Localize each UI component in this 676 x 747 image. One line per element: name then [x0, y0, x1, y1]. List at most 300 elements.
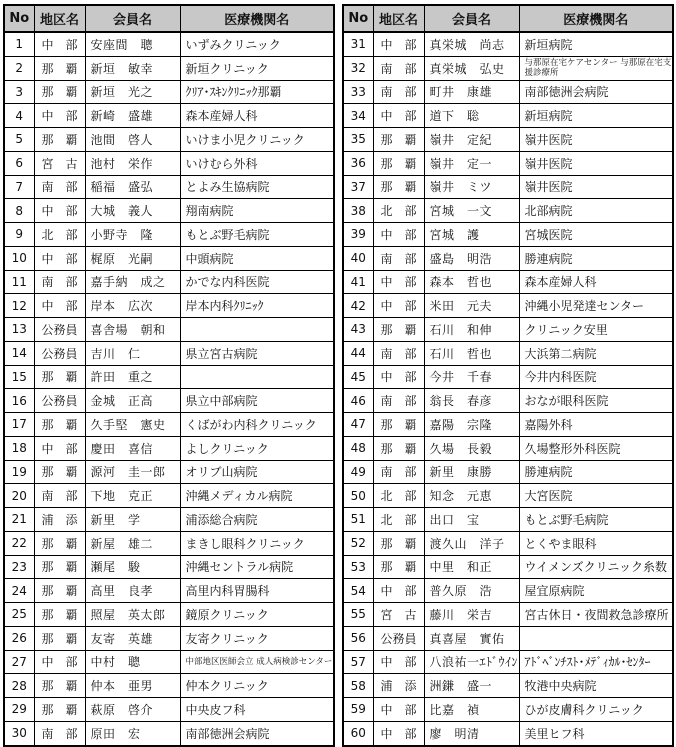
table-row — [343, 436, 673, 460]
district-cell: 那 覇 — [373, 318, 424, 342]
row-number: 36 — [343, 151, 373, 175]
institution-cell: いずみクリニック — [180, 32, 334, 56]
institution-cell: 森本産婦人科 — [519, 270, 673, 294]
institution-cell: 嶺井医院 — [519, 175, 673, 199]
table-row — [4, 128, 334, 152]
table-row — [4, 365, 334, 389]
row-number: 12 — [4, 294, 34, 318]
member-name-cell: 石川 哲也 — [424, 341, 519, 365]
row-number: 42 — [343, 294, 373, 318]
row-number: 54 — [343, 579, 373, 603]
header-no: No — [4, 5, 34, 32]
institution-cell: おなが眼科医院 — [519, 389, 673, 413]
table-row — [343, 80, 673, 104]
institution-cell: 沖縄小児発達センター — [519, 294, 673, 318]
member-table-left — [3, 4, 335, 747]
institution-cell: 新垣病院 — [519, 104, 673, 128]
institution-cell: 森本産婦人科 — [180, 104, 334, 128]
row-number: 30 — [4, 721, 34, 745]
member-name-cell: 嶺井 定紀 — [424, 128, 519, 152]
member-name-cell: 八浪祐一ｴﾄﾞｳｲﾝ — [424, 650, 519, 674]
row-number: 18 — [4, 436, 34, 460]
district-cell: 中 部 — [34, 104, 85, 128]
district-cell: 中 部 — [373, 294, 424, 318]
institution-cell: 新垣病院 — [519, 32, 673, 56]
member-name-cell: 普久原 浩 — [424, 579, 519, 603]
member-name-cell: 新里 康勝 — [424, 460, 519, 484]
institution-cell — [180, 365, 334, 389]
institution-cell: 中部地区医師会立 成人病検診センター — [180, 650, 334, 674]
row-number: 48 — [343, 436, 373, 460]
district-cell: 中 部 — [373, 579, 424, 603]
header-row — [343, 5, 673, 32]
member-name-cell: 安座間 聰 — [85, 32, 180, 56]
table-row — [4, 175, 334, 199]
table-row — [4, 32, 334, 56]
member-name-cell: 道下 聡 — [424, 104, 519, 128]
institution-cell: 美里ヒフ科 — [524, 726, 585, 741]
table-row — [343, 104, 673, 128]
row-number: 24 — [4, 579, 34, 603]
row-number: 22 — [4, 531, 34, 555]
institution-cell: オリブ山病院 — [180, 460, 334, 484]
institution-cell: 大浜第二病院 — [519, 341, 673, 365]
member-name-cell: 瀬尾 駿 — [85, 555, 180, 579]
district-cell: 那 覇 — [34, 579, 85, 603]
institution-cell: 友寄クリニック — [180, 626, 334, 650]
row-number: 14 — [4, 341, 34, 365]
institution-cell: くばがわ内科クリニック — [180, 413, 334, 437]
row-number: 10 — [4, 246, 34, 270]
row-number: 43 — [343, 318, 373, 342]
row-number: 3 — [4, 80, 34, 104]
header-member-name: 会員名 — [85, 5, 180, 32]
row-number: 26 — [4, 626, 34, 650]
district-cell: 北 部 — [34, 223, 85, 247]
district-cell: 那 覇 — [34, 626, 85, 650]
table-row — [343, 270, 673, 294]
table-row — [343, 365, 673, 389]
member-name-cell: 許田 重之 — [85, 365, 180, 389]
institution-cell: 鏡原クリニック — [180, 603, 334, 627]
institution-cell — [180, 318, 334, 342]
table-row — [4, 294, 334, 318]
institution-cell: 屋宜原病院 — [519, 579, 673, 603]
institution-cell: ｱﾄﾞﾍﾞﾝﾁｽﾄ･ﾒﾃﾞｨｶﾙ･ｾﾝﾀｰ — [519, 650, 673, 674]
table-row — [343, 32, 673, 56]
institution-cell: ひが皮膚科クリニック — [519, 698, 673, 722]
institution-cell: ｸﾘｱ･ｽｷﾝｸﾘﾆｯｸ那覇 — [180, 80, 334, 104]
row-number: 47 — [343, 413, 373, 437]
row-number: 53 — [343, 555, 373, 579]
institution-cell: 大宮医院 — [519, 484, 673, 508]
row-number: 57 — [343, 650, 373, 674]
row-number: 15 — [4, 365, 34, 389]
institution-cell: 久場整形外科医院 — [519, 436, 673, 460]
district-cell: 宮 古 — [373, 603, 424, 627]
row-number: 27 — [4, 650, 34, 674]
row-number: 32 — [343, 56, 373, 80]
row-number: 13 — [4, 318, 34, 342]
member-name-cell: 原田 宏 — [85, 721, 180, 745]
table-row — [4, 674, 334, 698]
member-name-cell: 新崎 盛雄 — [85, 104, 180, 128]
member-name-cell: 石川 和伸 — [424, 318, 519, 342]
institution-cell: 県立宮古病院 — [180, 341, 334, 365]
table-row — [4, 199, 334, 223]
row-number: 28 — [4, 674, 34, 698]
institution-cell: 南部徳洲会病院 — [519, 80, 673, 104]
row-number: 25 — [4, 603, 34, 627]
member-name-cell: 真栄城 弘史 — [424, 56, 519, 80]
row-number: 4 — [4, 104, 34, 128]
district-cell: 那 覇 — [373, 151, 424, 175]
row-number: 31 — [343, 32, 373, 56]
row-number: 39 — [343, 223, 373, 247]
table-row — [343, 698, 673, 722]
row-number: 38 — [343, 199, 373, 223]
district-cell: 那 覇 — [373, 531, 424, 555]
row-number: 2 — [4, 56, 34, 80]
district-cell: 南 部 — [34, 175, 85, 199]
member-name-cell: 小野寺 隆 — [85, 223, 180, 247]
institution-cell: かでな内科医院 — [180, 270, 334, 294]
institution-cell: いけむら外科 — [180, 151, 334, 175]
row-number: 56 — [343, 626, 373, 650]
header-area: 地区名 — [34, 5, 85, 32]
institution-cell: 浦添総合病院 — [180, 508, 334, 532]
district-cell: 宮 古 — [34, 151, 85, 175]
district-cell: 南 部 — [373, 389, 424, 413]
table-row — [343, 389, 673, 413]
table-row — [4, 341, 334, 365]
row-number: 41 — [343, 270, 373, 294]
row-number: 52 — [343, 531, 373, 555]
institution-cell: 勝連病院 — [519, 246, 673, 270]
row-number: 11 — [4, 270, 34, 294]
table-row — [343, 484, 673, 508]
member-name-cell: 萩原 啓介 — [85, 698, 180, 722]
member-name-cell: 池間 啓人 — [85, 128, 180, 152]
district-cell: 北 部 — [373, 484, 424, 508]
table-row — [4, 484, 334, 508]
row-number: 29 — [4, 698, 34, 722]
district-cell: 中 部 — [373, 698, 424, 722]
row-number: 20 — [4, 484, 34, 508]
district-cell: 中 部 — [34, 650, 85, 674]
district-cell: 那 覇 — [373, 413, 424, 437]
member-name-cell: 嶺井 ミツ — [424, 175, 519, 199]
member-name-cell: 真栄城 尚志 — [424, 32, 519, 56]
district-cell: 那 覇 — [373, 128, 424, 152]
district-cell: 那 覇 — [34, 56, 85, 80]
district-cell: 中 部 — [373, 32, 424, 56]
member-name-cell: 友寄 英雄 — [85, 626, 180, 650]
table-row — [343, 555, 673, 579]
table-row — [4, 603, 334, 627]
district-cell: 南 部 — [373, 246, 424, 270]
table-row — [343, 531, 673, 555]
member-name-cell: 中里 和正 — [424, 555, 519, 579]
member-name-cell: 藤川 栄吉 — [424, 603, 519, 627]
institution-cell: ウイメンズクリニック糸数 — [519, 555, 673, 579]
district-cell: 中 部 — [373, 223, 424, 247]
member-name-cell: 喜舎場 朝和 — [85, 318, 180, 342]
member-name-cell: 稲福 盛弘 — [85, 175, 180, 199]
district-cell: 中 部 — [373, 104, 424, 128]
district-cell: 中 部 — [34, 199, 85, 223]
district-cell: 公務員 — [34, 341, 85, 365]
district-cell: 浦 添 — [373, 674, 424, 698]
table-row — [4, 650, 334, 674]
member-name-cell: 梶原 光嗣 — [85, 246, 180, 270]
institution-cell: 与那原在宅ケアセンター 与那原在宅支援診療所 — [519, 56, 673, 80]
institution-cell — [519, 626, 673, 650]
institution-cell: 中央皮フ科 — [180, 698, 334, 722]
row-number: 49 — [343, 460, 373, 484]
table-row — [343, 175, 673, 199]
member-name-cell: 盛島 明浩 — [424, 246, 519, 270]
header-row — [4, 5, 334, 32]
row-number: 40 — [343, 246, 373, 270]
row-number: 9 — [4, 223, 34, 247]
district-cell: 那 覇 — [34, 128, 85, 152]
table-row — [343, 128, 673, 152]
district-cell: 南 部 — [34, 484, 85, 508]
row-number: 16 — [4, 389, 34, 413]
district-cell: 北 部 — [373, 508, 424, 532]
member-name-cell: 比嘉 禎 — [424, 698, 519, 722]
member-name-cell: 今井 千春 — [424, 365, 519, 389]
district-cell: 那 覇 — [34, 531, 85, 555]
member-name-cell: 池村 栄作 — [85, 151, 180, 175]
row-number: 34 — [343, 104, 373, 128]
row-number: 1 — [4, 32, 34, 56]
institution-cell: 南部徳洲会病院 — [185, 726, 270, 741]
member-name-cell: 知念 元恵 — [424, 484, 519, 508]
member-name-cell: 新垣 敏幸 — [85, 56, 180, 80]
member-name-cell: 翁長 春彦 — [424, 389, 519, 413]
member-name-cell: 廖 明清 — [424, 721, 519, 745]
district-cell: 公務員 — [34, 389, 85, 413]
institution-cell: 今井内科医院 — [519, 365, 673, 389]
member-name-cell: 宮城 一文 — [424, 199, 519, 223]
table-row — [4, 56, 334, 80]
member-name-cell: 金城 正高 — [85, 389, 180, 413]
table-row — [4, 460, 334, 484]
table-row — [4, 698, 334, 722]
district-cell: 中 部 — [373, 365, 424, 389]
institution-cell: クリニック安里 — [519, 318, 673, 342]
header-institution: 医療機関名 — [519, 5, 673, 32]
table-row — [343, 341, 673, 365]
district-cell: 那 覇 — [34, 80, 85, 104]
table-row — [343, 603, 673, 627]
district-cell: 那 覇 — [373, 175, 424, 199]
institution-cell: 仲本クリニック — [180, 674, 334, 698]
table-row — [343, 626, 673, 650]
table-row — [4, 531, 334, 555]
table-row — [343, 199, 673, 223]
table-row — [343, 460, 673, 484]
member-name-cell: 出口 宝 — [424, 508, 519, 532]
table-row — [4, 508, 334, 532]
header-no: No — [343, 5, 373, 32]
institution-cell: 北部病院 — [519, 199, 673, 223]
member-name-cell: 下地 克正 — [85, 484, 180, 508]
row-number: 44 — [343, 341, 373, 365]
district-cell: 浦 添 — [34, 508, 85, 532]
district-cell: 那 覇 — [373, 555, 424, 579]
member-name-cell: 町井 康雄 — [424, 80, 519, 104]
member-name-cell: 嶺井 定一 — [424, 151, 519, 175]
district-cell: 那 覇 — [34, 365, 85, 389]
district-cell: 那 覇 — [34, 413, 85, 437]
row-number: 60 — [343, 721, 373, 745]
table-row — [4, 389, 334, 413]
institution-cell: 中頭病院 — [180, 246, 334, 270]
row-number: 37 — [343, 175, 373, 199]
row-number: 19 — [4, 460, 34, 484]
district-cell: 中 部 — [373, 650, 424, 674]
member-name-cell: 吉川 仁 — [85, 341, 180, 365]
institution-cell: 嶺井医院 — [519, 151, 673, 175]
district-cell: 那 覇 — [34, 603, 85, 627]
row-number: 55 — [343, 603, 373, 627]
table-row — [343, 223, 673, 247]
member-name-cell: 慶田 喜信 — [85, 436, 180, 460]
row-number: 23 — [4, 555, 34, 579]
district-cell: 中 部 — [373, 270, 424, 294]
district-cell: 中 部 — [34, 436, 85, 460]
member-name-cell: 源河 圭一郎 — [85, 460, 180, 484]
district-cell: 南 部 — [373, 56, 424, 80]
table-row — [4, 413, 334, 437]
member-name-cell: 仲本 亜男 — [85, 674, 180, 698]
district-cell: 中 部 — [373, 721, 424, 745]
institution-cell: とよみ生協病院 — [180, 175, 334, 199]
district-cell: 南 部 — [373, 80, 424, 104]
table-row — [4, 104, 334, 128]
member-name-cell: 真喜屋 實佑 — [424, 626, 519, 650]
row-number: 7 — [4, 175, 34, 199]
header-member-name: 会員名 — [424, 5, 519, 32]
table-row — [343, 294, 673, 318]
institution-cell: 沖縄メディカル病院 — [180, 484, 334, 508]
institution-cell: 高里内科胃腸科 — [180, 579, 334, 603]
institution-cell: 嘉陽外科 — [519, 413, 673, 437]
table-row — [4, 318, 334, 342]
row-number: 46 — [343, 389, 373, 413]
institution-cell: もとぶ野毛病院 — [180, 223, 334, 247]
member-name-cell: 嘉手納 成之 — [85, 270, 180, 294]
table-row — [343, 674, 673, 698]
table-row — [343, 56, 673, 80]
table-row — [4, 436, 334, 460]
district-cell: 中 部 — [34, 294, 85, 318]
institution-cell: 嶺井医院 — [519, 128, 673, 152]
institution-cell: まきし眼科クリニック — [180, 531, 334, 555]
institution-cell: 新垣クリニック — [180, 56, 334, 80]
district-cell: 南 部 — [373, 341, 424, 365]
institution-cell: 沖縄セントラル病院 — [180, 555, 334, 579]
district-cell: 公務員 — [34, 318, 85, 342]
table-row — [4, 626, 334, 650]
table-row — [4, 555, 334, 579]
institution-cell: 岸本内科ｸﾘﾆｯｸ — [180, 294, 334, 318]
header-area: 地区名 — [373, 5, 424, 32]
table-row — [4, 579, 334, 603]
institution-cell: 牧港中央病院 — [519, 674, 673, 698]
row-number: 6 — [4, 151, 34, 175]
member-name-cell: 新屋 雄二 — [85, 531, 180, 555]
institution-cell: もとぶ野毛病院 — [519, 508, 673, 532]
district-cell: 中 部 — [34, 32, 85, 56]
row-number: 5 — [4, 128, 34, 152]
table-row — [4, 721, 334, 745]
district-cell: 公務員 — [373, 626, 424, 650]
member-name-cell: 大城 義人 — [85, 199, 180, 223]
row-number: 45 — [343, 365, 373, 389]
member-name-cell: 中村 聰 — [85, 650, 180, 674]
member-name-cell: 嘉陽 宗隆 — [424, 413, 519, 437]
member-name-cell: 高里 良孝 — [85, 579, 180, 603]
table-row — [4, 246, 334, 270]
district-cell: 南 部 — [373, 460, 424, 484]
table-row — [343, 318, 673, 342]
institution-cell: 翔南病院 — [180, 199, 334, 223]
table-row — [343, 579, 673, 603]
district-cell: 中 部 — [34, 246, 85, 270]
table-row — [343, 650, 673, 674]
member-name-cell: 渡久山 洋子 — [424, 531, 519, 555]
table-row — [4, 223, 334, 247]
member-name-cell: 新垣 光之 — [85, 80, 180, 104]
row-number: 35 — [343, 128, 373, 152]
row-number: 8 — [4, 199, 34, 223]
row-number: 59 — [343, 698, 373, 722]
district-cell: 北 部 — [373, 199, 424, 223]
district-cell: 那 覇 — [373, 436, 424, 460]
header-institution: 医療機関名 — [180, 5, 334, 32]
institution-cell: よしクリニック — [180, 436, 334, 460]
row-number: 50 — [343, 484, 373, 508]
member-name-cell: 宮城 護 — [424, 223, 519, 247]
member-name-cell: 岸本 広次 — [85, 294, 180, 318]
institution-cell: 宮城医院 — [519, 223, 673, 247]
district-cell: 那 覇 — [34, 698, 85, 722]
member-name-cell: 久場 長毅 — [424, 436, 519, 460]
row-number: 17 — [4, 413, 34, 437]
institution-cell: 県立中部病院 — [180, 389, 334, 413]
district-cell: 南 部 — [34, 270, 85, 294]
member-name-cell: 照屋 英太郎 — [85, 603, 180, 627]
institution-cell: 勝連病院 — [519, 460, 673, 484]
table-row — [343, 413, 673, 437]
member-name-cell: 米田 元夫 — [424, 294, 519, 318]
table-row — [343, 721, 673, 745]
member-name-cell: 森本 哲也 — [424, 270, 519, 294]
district-cell: 南 部 — [34, 721, 85, 745]
institution-cell: いけま小児クリニック — [180, 128, 334, 152]
member-name-cell: 洲鎌 盛一 — [424, 674, 519, 698]
row-number: 51 — [343, 508, 373, 532]
table-row — [343, 246, 673, 270]
row-number: 21 — [4, 508, 34, 532]
table-row — [4, 80, 334, 104]
member-table-right — [342, 4, 674, 747]
table-row — [343, 508, 673, 532]
